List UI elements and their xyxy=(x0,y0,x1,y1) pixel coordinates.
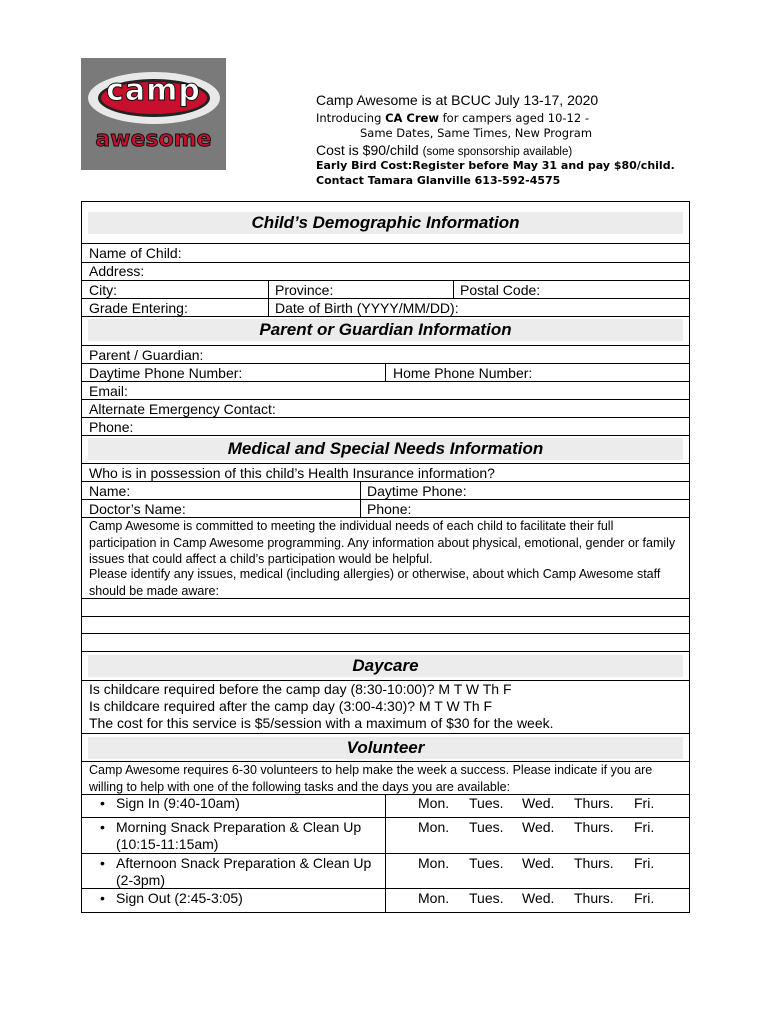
daycare-cost-text: The cost for this service is $5/session with a maximum of $30 for the week. xyxy=(89,715,554,731)
divider xyxy=(81,298,690,299)
day-wed[interactable]: Wed. xyxy=(522,890,555,906)
grade-field[interactable]: Grade Entering: xyxy=(89,300,188,316)
divider xyxy=(81,733,690,734)
divider xyxy=(81,817,690,818)
day-tues[interactable]: Tues. xyxy=(469,890,504,906)
dob-field[interactable]: Date of Birth (YYYY/MM/DD): xyxy=(275,300,459,316)
divider xyxy=(81,616,690,617)
guardian-field[interactable]: Parent / Guardian: xyxy=(89,347,204,363)
day-thurs[interactable]: Thurs. xyxy=(574,795,614,811)
day-fri[interactable]: Fri. xyxy=(634,855,655,871)
bullet-icon: • xyxy=(100,819,105,835)
camp-awesome-logo xyxy=(81,58,226,170)
task-label: Sign In (9:40-10am) xyxy=(116,795,240,811)
logo-word-awesome: awesome xyxy=(95,127,212,152)
daycare-after-question[interactable]: Is childcare required after the camp day (3:00-4:30)? M T W Th F xyxy=(89,698,493,714)
day-tues[interactable]: Tues. xyxy=(469,819,504,835)
bullet-icon: • xyxy=(100,795,105,811)
task-label: Morning Snack Preparation & Clean Up (10:15-11:15am) xyxy=(116,819,362,852)
child-name-field[interactable]: Name of Child: xyxy=(89,245,182,261)
logo-word-camp: camp xyxy=(106,73,201,108)
divider xyxy=(81,399,690,400)
header-contact: Contact Tamara Glanville 613-592-4575 xyxy=(316,174,561,187)
section-title-demographic: Child’s Demographic Information xyxy=(251,213,520,232)
header-same-dates: Same Dates, Same Times, New Program xyxy=(360,126,593,140)
day-thurs[interactable]: Thurs. xyxy=(574,819,614,835)
home-phone-field[interactable]: Home Phone Number: xyxy=(393,365,533,381)
divider xyxy=(81,417,690,418)
doctor-name-field[interactable]: Doctor’s Name: xyxy=(89,501,186,517)
divider xyxy=(81,243,690,244)
task-label: Sign Out (2:45-3:05) xyxy=(116,890,243,906)
header-ca-crew: Introducing CA Crew for campers aged 10-12 - xyxy=(316,111,589,125)
medical-commitment-text: Camp Awesome is committed to meeting the individual needs of each child to facilitate their full participation in Camp Awesome programming. Any information about physical, emotional, gender or family issues that could affect a child’s participation would be helpful. xyxy=(89,519,676,566)
section-title-daycare: Daycare xyxy=(352,656,419,675)
day-fri[interactable]: Fri. xyxy=(634,795,655,811)
divider xyxy=(81,598,690,599)
alternate-contact-field[interactable]: Alternate Emergency Contact: xyxy=(89,401,276,417)
province-field[interactable]: Province: xyxy=(275,282,334,298)
divider xyxy=(81,316,690,317)
divider xyxy=(81,499,690,500)
medical-issues-prompt: Please identify any issues, medical (including allergies) or otherwise, about which Camp Awesome staff should be made aware: xyxy=(89,567,661,598)
divider xyxy=(81,633,690,634)
daytime-phone-field[interactable]: Daytime Phone Number: xyxy=(89,365,243,381)
header-cost: Cost is $90/child (some sponsorship available) xyxy=(316,142,573,158)
alternate-phone-field[interactable]: Phone: xyxy=(89,419,134,435)
day-mon[interactable]: Mon. xyxy=(418,819,450,835)
email-field[interactable]: Email: xyxy=(89,383,128,399)
daycare-before-question[interactable]: Is childcare required before the camp day (8:30-10:00)? M T W Th F xyxy=(89,681,512,697)
divider xyxy=(81,463,690,464)
header-dates: Camp Awesome is at BCUC July 13-17, 2020 xyxy=(316,92,599,108)
section-title-medical: Medical and Special Needs Information xyxy=(227,439,544,458)
header-early-bird: Early Bird Cost:Register before May 31 and pay $80/child. xyxy=(316,159,675,172)
day-mon[interactable]: Mon. xyxy=(418,890,450,906)
day-wed[interactable]: Wed. xyxy=(522,819,555,835)
day-fri[interactable]: Fri. xyxy=(634,819,655,835)
divider xyxy=(81,481,690,482)
address-field[interactable]: Address: xyxy=(89,263,145,279)
day-tues[interactable]: Tues. xyxy=(469,855,504,871)
day-fri[interactable]: Fri. xyxy=(634,890,655,906)
day-tues[interactable]: Tues. xyxy=(469,795,504,811)
insurance-holder-name-field[interactable]: Name: xyxy=(89,483,131,499)
divider xyxy=(81,381,690,382)
section-title-volunteer: Volunteer xyxy=(346,738,425,757)
divider xyxy=(81,280,690,281)
bullet-icon: • xyxy=(100,855,105,871)
doctor-phone-field[interactable]: Phone: xyxy=(367,501,412,517)
divider xyxy=(81,345,690,346)
divider xyxy=(81,853,690,854)
divider xyxy=(81,651,690,652)
bullet-icon: • xyxy=(100,890,105,906)
insurance-daytime-phone-field[interactable]: Daytime Phone: xyxy=(367,483,467,499)
day-thurs[interactable]: Thurs. xyxy=(574,890,614,906)
section-title-parent: Parent or Guardian Information xyxy=(259,320,512,339)
postal-code-field[interactable]: Postal Code: xyxy=(460,282,541,298)
day-wed[interactable]: Wed. xyxy=(522,855,555,871)
volunteer-intro-text: Camp Awesome requires 6-30 volunteers to help make the week a success. Please indicate if you are willing to help with one of the following tasks and the days you are available: xyxy=(89,763,653,794)
divider xyxy=(81,435,690,436)
day-wed[interactable]: Wed. xyxy=(522,795,555,811)
day-thurs[interactable]: Thurs. xyxy=(574,855,614,871)
health-insurance-question: Who is in possession of this child’s Health Insurance information? xyxy=(89,465,495,481)
task-label: Afternoon Snack Preparation & Clean Up (2-3pm) xyxy=(116,855,372,888)
day-mon[interactable]: Mon. xyxy=(418,855,450,871)
divider xyxy=(385,363,386,381)
day-mon[interactable]: Mon. xyxy=(418,795,450,811)
divider xyxy=(81,262,690,263)
divider xyxy=(453,280,454,298)
city-field[interactable]: City: xyxy=(89,282,117,298)
